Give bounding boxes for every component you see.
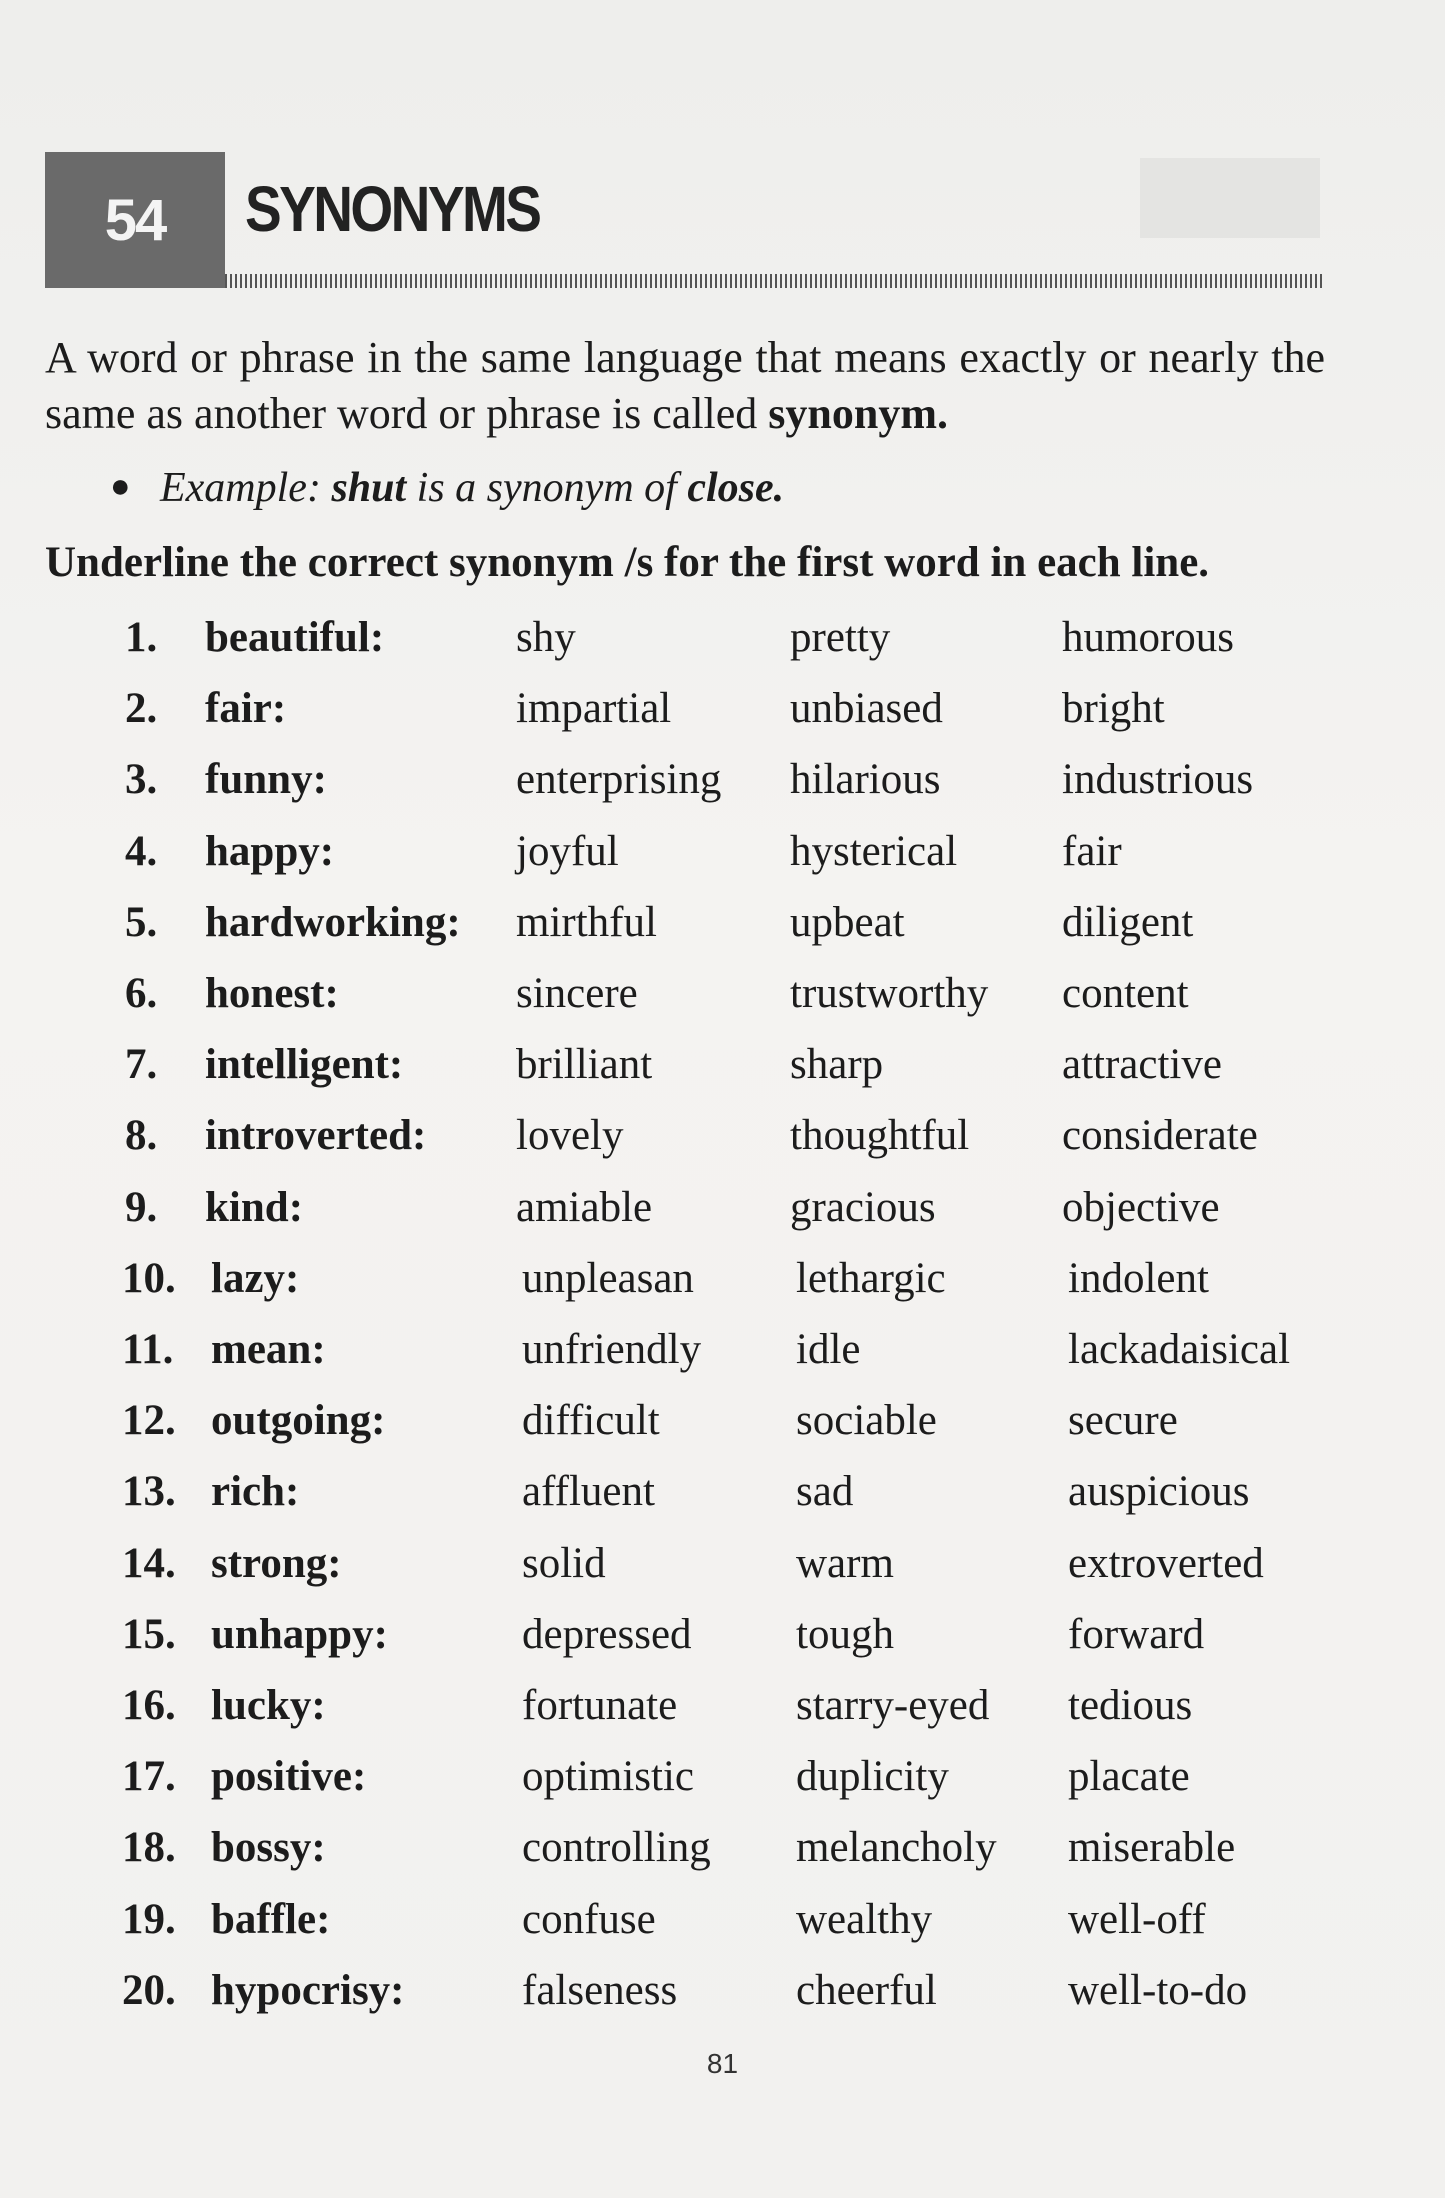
synonym-option-2[interactable]: melancholy — [796, 1824, 997, 1872]
synonym-option-2[interactable]: cheerful — [796, 1966, 937, 2014]
target-word: hypocrisy: — [211, 1966, 405, 2014]
synonym-option-3[interactable]: auspicious — [1068, 1468, 1250, 1516]
list-item — [0, 1035, 1445, 1095]
item-number: 9. — [125, 1183, 158, 1231]
intro-paragraph — [45, 330, 1325, 442]
chapter-number-box — [45, 152, 225, 288]
target-word: beautiful: — [205, 614, 385, 661]
synonym-option-2[interactable]: upbeat — [790, 898, 905, 946]
page-number: 81 — [706, 2048, 739, 2079]
synonym-option-2[interactable]: trustworthy — [790, 970, 989, 1017]
list-item — [0, 893, 1445, 953]
synonym-option-3[interactable]: placate — [1068, 1753, 1190, 1801]
synonym-option-1[interactable]: depressed — [522, 1610, 692, 1658]
synonym-option-2[interactable]: idle — [796, 1326, 861, 1373]
item-number: 10. — [122, 1254, 176, 1302]
synonym-option-3[interactable]: objective — [1062, 1183, 1220, 1231]
synonym-option-1[interactable]: shy — [516, 614, 576, 661]
item-number: 4. — [125, 827, 158, 875]
target-word: hardworking: — [205, 898, 461, 946]
item-number: 12. — [122, 1397, 176, 1445]
synonym-option-3[interactable]: well-off — [1068, 1895, 1206, 1943]
list-item — [0, 1534, 1445, 1594]
list-item — [0, 1106, 1445, 1166]
synonym-option-1[interactable]: unfriendly — [522, 1326, 702, 1373]
list-item — [0, 608, 1445, 668]
example-word-2: close. — [687, 465, 785, 511]
item-number: 20. — [122, 1966, 176, 2014]
synonym-option-1[interactable]: confuse — [522, 1895, 656, 1943]
synonym-option-3[interactable]: industrious — [1062, 756, 1254, 804]
synonym-option-1[interactable]: controlling — [522, 1824, 711, 1872]
synonym-option-1[interactable]: sincere — [516, 970, 638, 1017]
list-item — [0, 1391, 1445, 1451]
item-number: 18. — [122, 1824, 176, 1872]
synonym-option-3[interactable]: well-to-do — [1068, 1966, 1248, 2014]
target-word: introverted: — [205, 1112, 427, 1160]
intro-term: synonym. — [768, 389, 949, 438]
item-number: 8. — [125, 1112, 158, 1160]
list-item — [0, 679, 1445, 739]
synonym-option-2[interactable]: lethargic — [796, 1254, 946, 1302]
item-number: 15. — [122, 1610, 176, 1658]
bleed-through-shade — [1140, 158, 1320, 238]
synonym-option-2[interactable]: warm — [796, 1539, 894, 1587]
item-number: 7. — [125, 1041, 158, 1089]
synonym-option-1[interactable]: difficult — [522, 1397, 660, 1445]
synonym-option-3[interactable]: secure — [1068, 1397, 1178, 1445]
target-word: unhappy: — [211, 1610, 388, 1658]
synonym-option-3[interactable]: fair — [1062, 827, 1122, 875]
list-item — [0, 1747, 1445, 1807]
synonym-option-3[interactable]: bright — [1062, 685, 1165, 733]
synonym-option-3[interactable]: forward — [1068, 1610, 1205, 1658]
chapter-title: SYNONYMS — [245, 173, 540, 245]
example-prefix: Example: — [160, 465, 332, 511]
list-item — [0, 750, 1445, 810]
synonym-option-2[interactable]: duplicity — [796, 1753, 949, 1801]
synonym-option-1[interactable]: mirthful — [516, 898, 657, 946]
synonym-option-1[interactable]: brilliant — [516, 1041, 653, 1089]
list-item — [0, 1462, 1445, 1522]
target-word: lazy: — [211, 1254, 300, 1302]
target-word: baffle: — [211, 1895, 331, 1943]
synonym-option-3[interactable]: indolent — [1068, 1254, 1209, 1302]
example-middle: is a synonym of — [406, 465, 688, 511]
list-item — [0, 1320, 1445, 1380]
synonym-option-1[interactable]: fortunate — [522, 1682, 678, 1729]
target-word: positive: — [211, 1753, 367, 1801]
item-number: 16. — [122, 1682, 176, 1729]
synonym-option-3[interactable]: miserable — [1068, 1824, 1236, 1872]
list-item — [0, 964, 1445, 1024]
title-underline-rule — [225, 274, 1322, 288]
target-word: mean: — [211, 1326, 326, 1373]
synonym-option-2[interactable]: starry-eyed — [796, 1682, 990, 1729]
synonym-option-3[interactable]: extroverted — [1068, 1539, 1264, 1587]
synonym-option-2[interactable]: sad — [796, 1468, 854, 1516]
chapter-number: 54 — [104, 187, 166, 253]
target-word: kind: — [205, 1183, 304, 1231]
item-number: 5. — [125, 898, 158, 946]
list-item — [0, 1676, 1445, 1736]
item-number: 13. — [122, 1468, 176, 1516]
item-number: 2. — [125, 685, 158, 733]
synonym-option-2[interactable]: pretty — [790, 614, 891, 661]
item-number: 3. — [125, 756, 158, 804]
synonym-option-3[interactable]: considerate — [1062, 1112, 1258, 1160]
synonym-option-3[interactable]: content — [1062, 970, 1189, 1017]
target-word: funny: — [205, 756, 327, 804]
list-item — [0, 1178, 1445, 1238]
synonym-option-3[interactable]: humorous — [1062, 614, 1234, 661]
synonym-option-2[interactable]: unbiased — [790, 685, 943, 733]
item-number: 14. — [122, 1539, 176, 1587]
item-number: 17. — [122, 1753, 176, 1801]
synonym-option-1[interactable]: affluent — [522, 1468, 655, 1516]
synonym-option-1[interactable]: solid — [522, 1539, 606, 1587]
synonym-option-1[interactable]: falseness — [522, 1966, 678, 2014]
synonym-option-2[interactable]: sociable — [796, 1397, 937, 1445]
target-word: outgoing: — [211, 1397, 386, 1445]
synonym-option-2[interactable]: sharp — [790, 1041, 884, 1089]
synonym-option-3[interactable]: tedious — [1068, 1682, 1193, 1729]
instruction: Underline the correct synonym /s for the first word in each line. — [45, 539, 1210, 586]
target-word: strong: — [211, 1539, 342, 1587]
list-item — [0, 822, 1445, 882]
bullet-icon: ● — [110, 468, 131, 506]
target-word: lucky: — [211, 1682, 326, 1729]
synonym-option-3[interactable]: lackadaisical — [1068, 1326, 1291, 1373]
target-word: intelligent: — [205, 1041, 404, 1089]
synonym-option-2[interactable]: hysterical — [790, 827, 958, 875]
synonym-option-1[interactable]: amiable — [516, 1183, 653, 1231]
list-item — [0, 1605, 1445, 1665]
synonym-option-2[interactable]: wealthy — [796, 1895, 933, 1943]
list-item — [0, 1818, 1445, 1878]
synonym-option-3[interactable]: attractive — [1062, 1041, 1222, 1089]
list-item — [0, 1249, 1445, 1309]
synonym-option-1[interactable]: impartial — [516, 685, 672, 733]
intro-text: A word or phrase in the same language that means exactly or nearly the same as another word or phrase is called — [45, 333, 1325, 438]
list-item — [0, 1961, 1445, 2021]
synonym-option-2[interactable]: gracious — [790, 1183, 936, 1231]
target-word: bossy: — [211, 1824, 326, 1872]
synonym-option-2[interactable]: thoughtful — [790, 1112, 970, 1160]
synonym-option-1[interactable]: lovely — [516, 1112, 624, 1160]
synonym-option-1[interactable]: optimistic — [522, 1753, 694, 1801]
item-number: 1. — [125, 614, 158, 661]
list-item — [0, 1890, 1445, 1950]
synonym-option-1[interactable]: joyful — [516, 827, 619, 875]
target-word: fair: — [205, 685, 287, 733]
item-number: 6. — [125, 970, 158, 1017]
synonym-option-1[interactable]: enterprising — [516, 756, 722, 804]
item-number: 19. — [122, 1895, 176, 1943]
example-line — [110, 464, 784, 512]
synonym-option-2[interactable]: hilarious — [790, 756, 941, 804]
target-word: happy: — [205, 827, 335, 875]
target-word: honest: — [205, 970, 339, 1017]
synonym-option-1[interactable]: unpleasan — [522, 1254, 694, 1302]
synonym-option-3[interactable]: diligent — [1062, 898, 1194, 946]
example-word-1: shut — [331, 465, 407, 511]
synonym-option-2[interactable]: tough — [796, 1610, 894, 1658]
item-number: 11. — [122, 1326, 174, 1373]
target-word: rich: — [211, 1468, 300, 1516]
